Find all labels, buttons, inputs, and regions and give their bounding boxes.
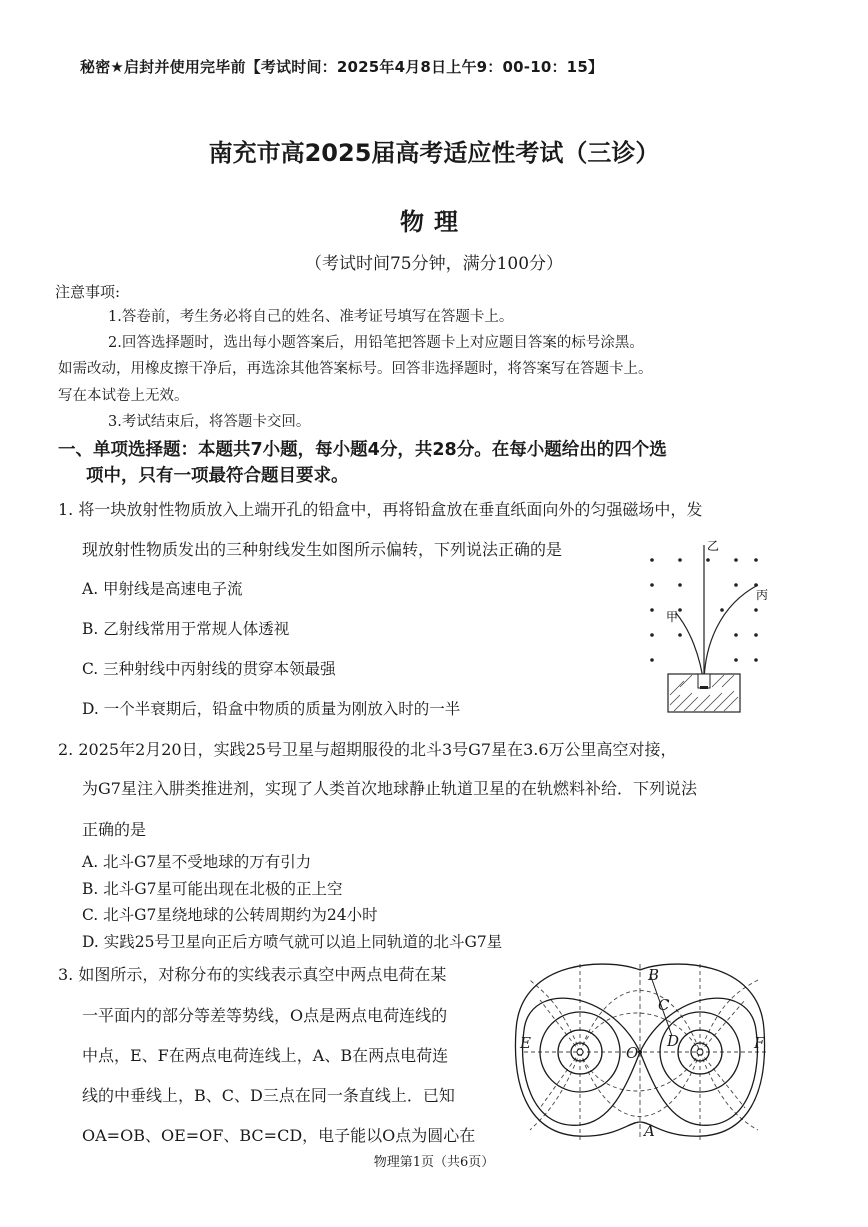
q3-stem-line-4: 线的中垂线上，B、C、D三点在同一条直线上．已知	[82, 1086, 455, 1105]
notice-item-2-line-1: 2.回答选择题时，选出每小题答案后，用铅笔把答题卡上对应题目答案的标号涂黑。	[108, 335, 644, 351]
q2-option-c: C. 北斗G7星绕地球的公转周期约为24小时	[82, 906, 378, 924]
notice-heading: 注意事项:	[55, 283, 121, 301]
q1-stem-line-1: 1. 将一块放射性物质放入上端开孔的铅盒中，再将铅盒放在垂直纸面向外的匀强磁场中，发	[58, 500, 703, 519]
label-jia: 甲	[666, 610, 679, 624]
q1-magnetic-field-figure	[640, 535, 790, 720]
notice-item-1: 1.答卷前，考生务必将自己的姓名、准考证号填写在答题卡上。	[108, 309, 514, 325]
q2-stem-line-1: 2. 2025年2月20日，实践25号卫星与超期服役的北斗3号G7星在3.6万公里高空对接，	[58, 740, 677, 759]
exam-title: 南充市高2025届高考适应性考试（三诊）	[208, 139, 660, 167]
notice-item-2-line-3: 写在本试卷上无效。	[58, 388, 189, 404]
field-lines	[524, 964, 766, 1142]
q1-option-c: C. 三种射线中丙射线的贯穿本领最强	[82, 660, 336, 678]
label-e: E	[520, 1034, 531, 1052]
point-o	[638, 1050, 642, 1054]
q1-stem-line-2: 现放射性物质发出的三种射线发生如图所示偏转，下列说法正确的是	[82, 540, 563, 559]
q3-stem-line-5: OA=OB、OE=OF、BC=CD，电子能以O点为圆心在	[82, 1126, 476, 1145]
q1-option-a: A. 甲射线是高速电子流	[82, 580, 243, 598]
q3-stem-line-2: 一平面内的部分等差等势线，O点是两点电荷连线的	[82, 1006, 448, 1025]
q3-stem-line-3: 中点，E、F在两点电荷连线上，A、B在两点电荷连	[82, 1046, 449, 1065]
q2-stem-line-3: 正确的是	[82, 820, 147, 839]
q3-stem-line-1: 3. 如图所示，对称分布的实线表示真空中两点电荷在某	[58, 965, 447, 984]
label-f: F	[754, 1034, 765, 1052]
notice-item-2-line-2: 如需改动，用橡皮擦干净后，再选涂其他答案标号。回答非选择题时，将答案写在答题卡上。	[58, 361, 653, 377]
q2-option-a: A. 北斗G7星不受地球的万有引力	[82, 853, 312, 871]
q1-option-d: D. 一个半衰期后，铅盒中物质的质量为刚放入时的一半	[82, 700, 461, 718]
q1-option-b: B. 乙射线常用于常规人体透视	[82, 620, 290, 638]
exam-info: （考试时间75分钟，满分100分）	[304, 254, 564, 274]
page-footer: 物理第1页（共6页）	[373, 1155, 495, 1170]
notice-item-3: 3.考试结束后，将答题卡交回。	[108, 414, 311, 430]
label-o: O	[626, 1044, 639, 1062]
label-yi: 乙	[707, 539, 720, 553]
confidential-notice: 秘密★启封并使用完毕前【考试时间：2025年4月8日上午9：00-10：15】	[80, 58, 604, 76]
charge-right	[697, 1049, 703, 1055]
charge-left	[577, 1049, 583, 1055]
label-bing: 丙	[756, 588, 769, 602]
section-1-heading-line-2: 项中，只有一项最符合题目要求。	[86, 466, 349, 486]
q3-equipotential-figure	[510, 960, 780, 1150]
q2-stem-line-2: 为G7星注入肼类推进剂，实现了人类首次地球静止轨道卫星的在轨燃料补给．下列说法	[82, 779, 697, 798]
q2-option-b: B. 北斗G7星可能出现在北极的正上空	[82, 880, 343, 898]
label-c: C	[658, 996, 670, 1014]
label-d: D	[667, 1032, 680, 1050]
q2-option-d: D. 实践25号卫星向正后方喷气就可以追上同轨道的北斗G7星	[82, 933, 503, 951]
label-b: B	[648, 966, 660, 984]
section-1-heading-line-1: 一、单项选择题：本题共7小题，每小题4分，共28分。在每小题给出的四个选	[58, 440, 667, 460]
label-a: A	[644, 1122, 655, 1140]
lead-box	[668, 674, 740, 712]
ray-bing-path	[704, 585, 758, 685]
subject-title: 物理	[400, 208, 468, 236]
